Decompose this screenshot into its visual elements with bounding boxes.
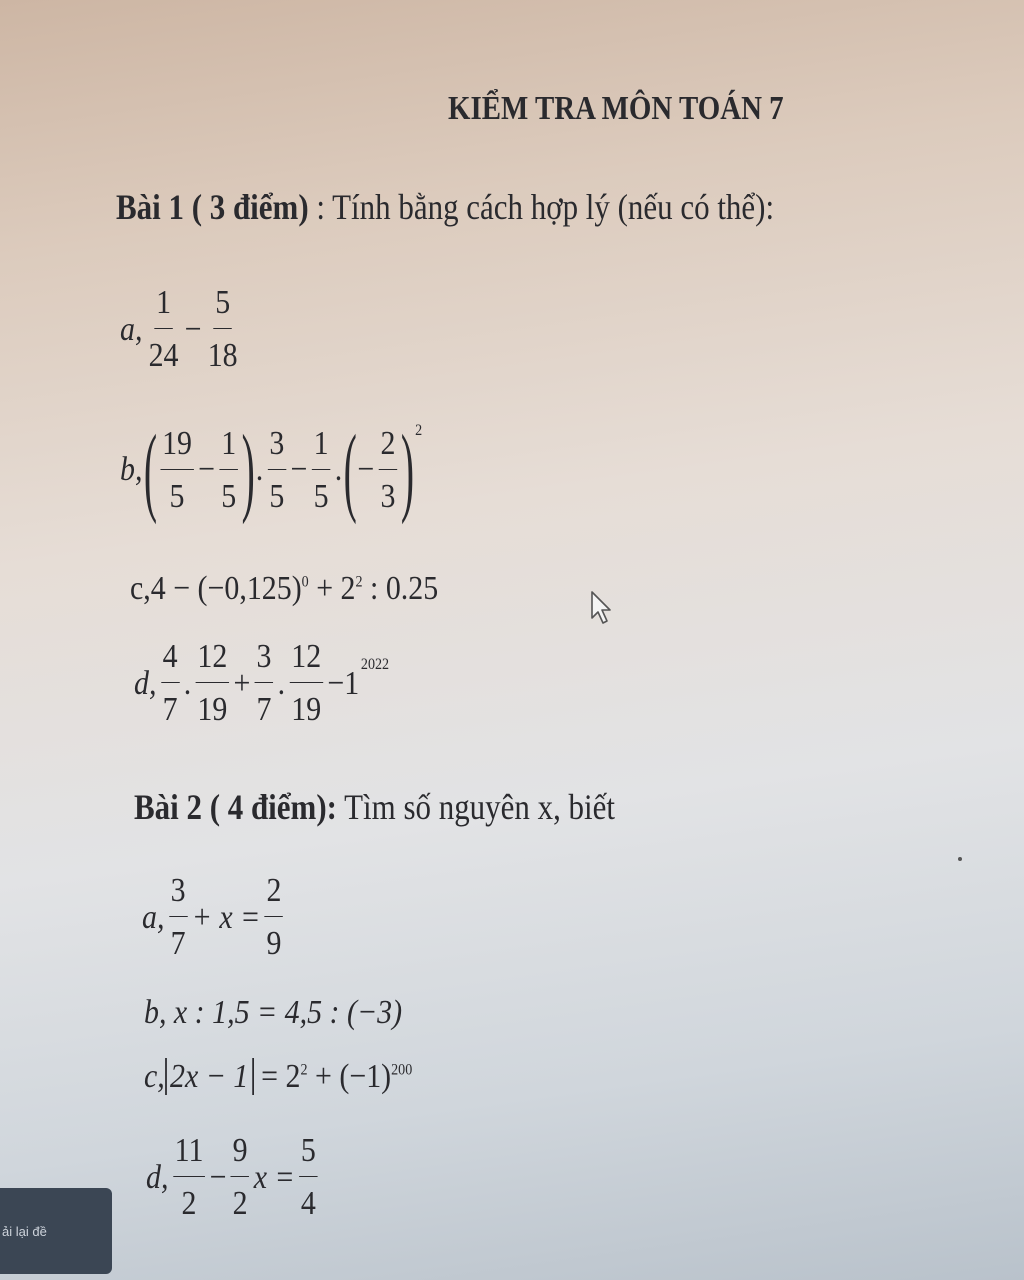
absolute-value: 2x − 1 xyxy=(165,1058,254,1095)
problem-1c xyxy=(130,570,438,608)
operator: − xyxy=(198,451,216,488)
denominator: 5 xyxy=(269,477,285,515)
problem-2d-mid: x = xyxy=(253,1158,295,1196)
numerator: 4 xyxy=(161,640,179,683)
problem-2c-label: c, xyxy=(144,1058,165,1095)
operator: + xyxy=(233,664,251,702)
fraction xyxy=(312,424,330,515)
fraction xyxy=(161,640,179,727)
numerator: 1 xyxy=(219,427,237,470)
denominator: 19 xyxy=(291,691,322,728)
problem-1c-text2: + 2 xyxy=(308,570,356,607)
fraction xyxy=(219,424,237,515)
fraction xyxy=(206,286,239,373)
fraction xyxy=(147,286,180,373)
exponent: 2 xyxy=(300,1061,308,1079)
fraction xyxy=(196,640,229,727)
numerator: 1 xyxy=(154,286,172,329)
denominator: 7 xyxy=(256,691,272,728)
operator: . xyxy=(183,664,192,702)
denominator: 24 xyxy=(148,337,179,374)
problem-2c xyxy=(144,1058,412,1096)
problem-1c-text3: : 0.25 xyxy=(362,570,439,607)
operator: − xyxy=(209,1158,227,1196)
denominator: 19 xyxy=(197,691,228,728)
denominator: 2 xyxy=(181,1185,197,1222)
section-1-heading-bold: Bài 1 ( 3 điểm) xyxy=(116,187,309,227)
denominator: 2 xyxy=(232,1185,248,1222)
numerator: 5 xyxy=(299,1134,317,1177)
page-title: KIỂM TRA MÔN TOÁN 7 xyxy=(448,90,784,127)
section-1-heading-text: : Tính bằng cách hợp lý (nếu có thể): xyxy=(308,187,775,227)
reload-exam-button[interactable] xyxy=(0,1188,112,1274)
fraction xyxy=(268,424,286,515)
problem-1a xyxy=(120,286,242,373)
section-2-heading xyxy=(134,786,615,828)
fraction xyxy=(255,640,273,727)
problem-2c-text2: + (−1) xyxy=(307,1058,392,1095)
operator: − xyxy=(357,451,375,488)
fraction xyxy=(289,640,322,727)
operator: . xyxy=(334,451,343,488)
problem-1a-label: a, xyxy=(120,310,143,348)
operator: . xyxy=(277,664,286,702)
problem-1b xyxy=(120,414,423,525)
right-paren: ) xyxy=(400,414,415,525)
exponent: 0 xyxy=(301,573,309,591)
numerator: 3 xyxy=(255,640,273,683)
problem-2c-text: = 2 xyxy=(253,1058,301,1095)
numerator: 3 xyxy=(268,427,286,470)
numerator: 1 xyxy=(312,427,330,470)
numerator: 3 xyxy=(169,874,187,917)
section-2-heading-bold: Bài 2 ( 4 điểm): xyxy=(134,787,337,827)
operator: . xyxy=(255,451,264,488)
problem-2d xyxy=(146,1134,320,1221)
section-2-heading-text: Tìm số nguyên x, biết xyxy=(336,787,615,827)
exponent: 2 xyxy=(415,422,423,439)
denominator: 5 xyxy=(313,477,329,515)
exponent: 2 xyxy=(355,573,363,591)
fraction xyxy=(160,424,193,515)
problem-1c-text1: c,4 − (−0,125) xyxy=(130,570,302,607)
denominator: 7 xyxy=(162,691,178,728)
operator: − xyxy=(184,310,202,348)
fraction xyxy=(265,874,283,961)
left-paren: ( xyxy=(143,414,157,525)
denominator: 7 xyxy=(170,925,186,962)
numerator: 9 xyxy=(231,1134,249,1177)
numerator: 12 xyxy=(196,640,229,683)
problem-2b: b, x : 1,5 = 4,5 : (−3) xyxy=(144,994,403,1031)
fraction xyxy=(231,1134,249,1221)
denominator: 18 xyxy=(207,337,238,374)
right-paren: ) xyxy=(241,414,255,525)
fraction xyxy=(379,424,397,515)
mouse-cursor-icon xyxy=(590,590,614,631)
problem-1d xyxy=(134,640,389,727)
fraction xyxy=(169,874,187,961)
problem-1b-label: b, xyxy=(120,451,143,488)
section-1-heading xyxy=(116,186,774,228)
numerator: 11 xyxy=(173,1134,205,1177)
denominator: 9 xyxy=(266,925,282,962)
denominator: 5 xyxy=(169,477,185,515)
screen-dust-speck xyxy=(958,857,962,861)
left-paren: ( xyxy=(343,414,357,525)
numerator: 2 xyxy=(379,427,397,470)
operator: − xyxy=(290,451,308,488)
numerator: 12 xyxy=(289,640,322,683)
problem-1d-tail: −1 xyxy=(327,664,360,702)
fraction xyxy=(173,1134,205,1221)
reload-exam-button-label: ải lại đề xyxy=(2,1223,47,1239)
problem-1d-label: d, xyxy=(134,664,157,702)
denominator: 4 xyxy=(300,1185,316,1222)
problem-2a xyxy=(142,874,286,961)
numerator: 2 xyxy=(265,874,283,917)
problem-2d-label: d, xyxy=(146,1158,169,1196)
exponent: 2022 xyxy=(360,656,390,673)
exponent: 200 xyxy=(391,1061,413,1079)
denominator: 5 xyxy=(221,477,237,515)
problem-2a-label: a, xyxy=(142,898,165,936)
denominator: 3 xyxy=(380,477,396,515)
numerator: 19 xyxy=(160,427,193,470)
fraction xyxy=(299,1134,317,1221)
problem-2a-mid: + x = xyxy=(191,898,261,936)
numerator: 5 xyxy=(213,286,231,329)
